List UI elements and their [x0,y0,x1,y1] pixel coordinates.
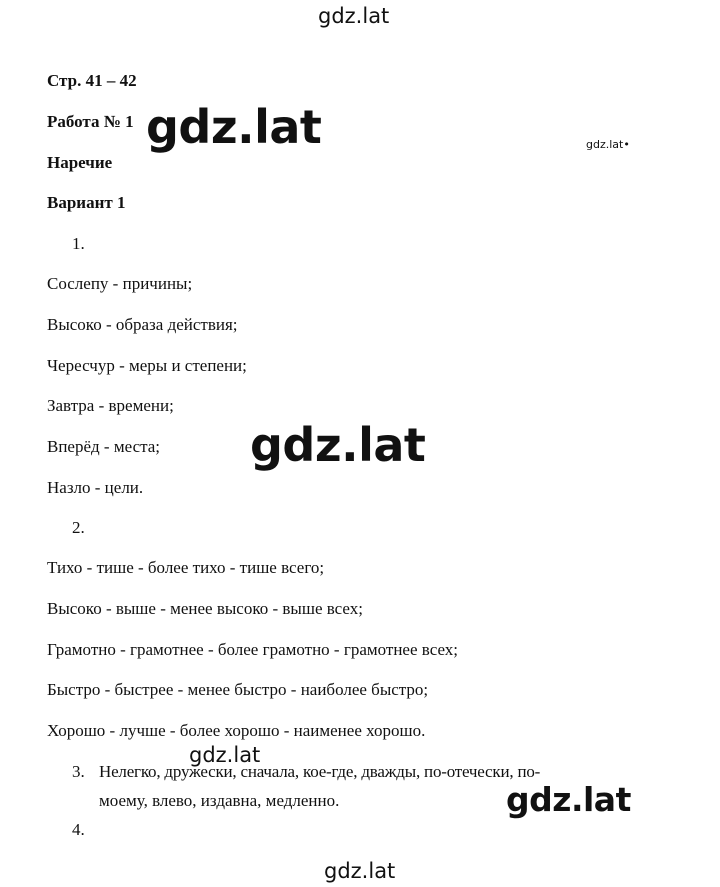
work-title: Работа № 1 [47,112,134,131]
watermark-large: gdz.lat [146,100,322,154]
task-4-number: 4. [72,820,85,839]
task-1-line: Сослепу - причины; [47,274,193,293]
task-1-line: Высоко - образа действия; [47,315,238,334]
task-2-line: Высоко - выше - менее высоко - выше всех; [47,599,363,618]
task-1-line: Чересчур - меры и степени; [47,356,247,375]
task-2-line: Быстро - быстрее - менее быстро - наиболее быстро; [47,680,429,699]
watermark-large: gdz.lat [506,780,631,819]
task-2-line: Грамотно - грамотнее - более грамотно - грамотнее всех; [47,640,458,659]
watermark-mid: gdz.lat [189,743,261,767]
watermark-top: gdz.lat [318,4,390,28]
task-3-line: Нелегко, дружески, сначала, кое-где, дважды, по-отечески, по- [99,762,541,781]
task-1-line: Вперёд - места; [47,437,161,456]
task-3-number: 3. [72,762,85,781]
watermark-small: gdz.lat• [586,138,630,151]
watermark-bottom: gdz.lat [324,859,396,883]
watermark-large: gdz.lat [250,418,426,472]
task-1-number: 1. [72,234,85,253]
page-range: Стр. 41 – 42 [47,71,137,90]
watermark-small-text: gdz.lat [586,138,624,151]
task-1-line: Назло - цели. [47,478,144,497]
task-3-line: моему, влево, издавна, медленно. [99,791,340,810]
task-2-number: 2. [72,518,85,537]
task-2-line: Тихо - тише - более тихо - тише всего; [47,558,325,577]
task-1-line: Завтра - времени; [47,396,174,415]
task-2-line: Хорошо - лучше - более хорошо - наименее хорошо. [47,721,426,740]
variant-title: Вариант 1 [47,193,126,212]
topic-title: Наречие [47,153,113,172]
